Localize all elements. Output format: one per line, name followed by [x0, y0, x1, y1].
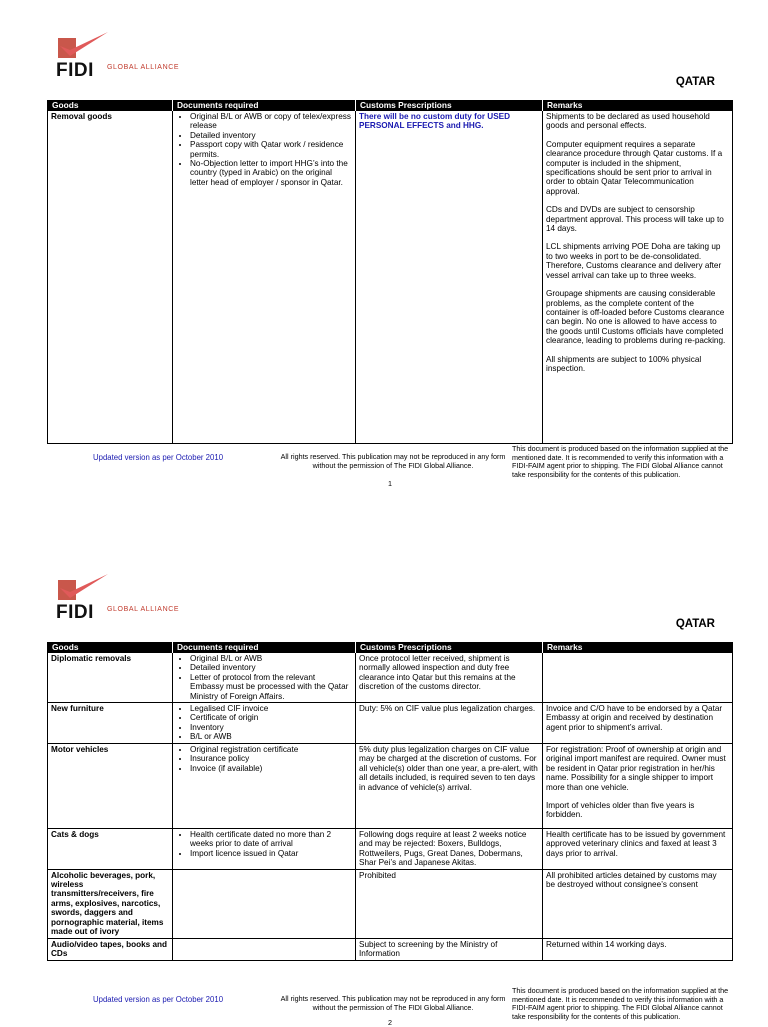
customs-cell: There will be no custom duty for USED PERSONAL EFFECTS and HHG.: [356, 111, 543, 444]
list-item: • No-Objection letter to import HHG’s into the country (typed in Arabic) on the original letter head of employer / sponsor in Qatar.: [190, 159, 351, 187]
column-header-customs: Customs Prescriptions: [356, 642, 543, 653]
document-page-2: [0, 540, 768, 1027]
column-header-documents: Documents required: [173, 100, 356, 111]
customs-cell: Once protocol letter received, shipment is normally allowed inspection and duty free clearance into Qatar but this remains at the discretion of the customs director.: [356, 653, 543, 703]
column-header-customs: Customs Prescriptions: [356, 100, 543, 111]
footer-rights: All rights reserved. This publication may not be reproduced in any form without the permission of The FIDI Global Alliance.: [280, 994, 506, 1012]
table-row: [48, 938, 733, 960]
goods-cell: New furniture: [48, 703, 173, 744]
page-number: 2: [388, 1018, 392, 1027]
documents-cell: [173, 829, 356, 870]
logo-brand: FIDI: [56, 60, 94, 81]
remarks-cell: Returned within 14 working days.: [543, 938, 733, 960]
footer-updated: Updated version as per October 2010: [93, 453, 224, 462]
list-item: • Passport copy with Qatar work / residence permits.: [190, 140, 351, 159]
column-header-remarks: Remarks: [543, 100, 733, 111]
customs-cell: Subject to screening by the Ministry of Information: [356, 938, 543, 960]
customs-cell: Duty: 5% on CIF value plus legalization charges.: [356, 703, 543, 744]
column-header-documents: Documents required: [173, 642, 356, 653]
documents-list: [176, 745, 351, 773]
list-item: • Original B/L or AWB or copy of telex/express release: [190, 112, 351, 131]
remarks-cell: Invoice and C/O have to be endorsed by a Qatar Embassy at origin and received by destination agent prior to shipment’s arrival.: [543, 703, 733, 744]
list-item: • Legalised CIF invoice: [190, 704, 351, 713]
logo-tagline: GLOBAL ALLIANCE: [107, 606, 180, 613]
customs-table-page-2: [47, 642, 733, 961]
page-number: 1: [388, 479, 392, 488]
table-row: [48, 653, 733, 703]
goods-cell: Motor vehicles: [48, 744, 173, 829]
table-header-row: [48, 642, 733, 653]
remark-paragraph: For registration: Proof of ownership at origin and original import manifest are required. Owner must be resident in Qatar prior registration in her/his name. Possibility for a single shipper to import more than one vehicle.: [546, 745, 726, 792]
goods-cell: Cats & dogs: [48, 829, 173, 870]
list-item: • Original registration certificate: [190, 745, 351, 754]
remarks-cell: [543, 744, 733, 829]
remark-paragraph: Computer equipment requires a separate clearance procedure through Qatar customs. If a computer is included in the shipment, specifications should be sent prior to arrival in order to obtain Qatar Telecommunication approval.: [546, 139, 723, 196]
logo-tagline: GLOBAL ALLIANCE: [107, 64, 180, 71]
list-item: • Insurance policy: [190, 754, 351, 763]
goods-cell: Removal goods: [48, 111, 173, 444]
goods-cell: Audio/video tapes, books and CDs: [48, 938, 173, 960]
documents-list: [176, 654, 351, 701]
list-item: • Original B/L or AWB: [190, 654, 351, 663]
list-item: • Inventory: [190, 723, 351, 732]
list-item: • Import licence issued in Qatar: [190, 849, 351, 858]
remark-paragraph: Groupage shipments are causing considerable problems, as the complete content of the container is off-loaded before Customs clearance can begin. No one is allowed to have access to the goods until Customs officials have completed clearance, leading to problems during re-packing.: [546, 289, 726, 346]
list-item: • Detailed inventory: [190, 663, 351, 672]
documents-cell: [173, 744, 356, 829]
country-title: QATAR: [675, 76, 715, 88]
fidi-logo: [52, 30, 180, 81]
documents-cell: [173, 938, 356, 960]
table-row: [48, 869, 733, 938]
documents-list: [176, 830, 351, 858]
column-header-remarks: Remarks: [543, 642, 733, 653]
documents-cell: [173, 869, 356, 938]
list-item: • B/L or AWB: [190, 732, 351, 741]
fidi-logo: [52, 572, 180, 623]
remarks-cell: Health certificate has to be issued by government approved veterinary clinics and faxed at least 3 days prior to arrival.: [543, 829, 733, 870]
customs-table-page-1: [47, 100, 733, 444]
customs-cell: 5% duty plus legalization charges on CIF value may be charged at the discretion of customs. For all vehicle(s) older than one year, a pre-alert, with all details included, is required seven to ten days in advance of vehicle(s) arrival.: [356, 744, 543, 829]
table-header-row: [48, 100, 733, 111]
remark-paragraph: All shipments are subject to 100% physical inspection.: [546, 354, 702, 373]
table-row: [48, 829, 733, 870]
footer-disclaimer: This document is produced based on the information supplied at the mentioned date. It is recommended to verify this information with a FIDI-FAIM agent prior to shipping. The FIDI Global Alliance cannot take responsibility for the contents of this publication.: [512, 986, 729, 1021]
remarks-cell: [543, 111, 733, 444]
customs-cell: Prohibited: [356, 869, 543, 938]
table-row: [48, 703, 733, 744]
table-row: [48, 744, 733, 829]
remark-paragraph: LCL shipments arriving POE Doha are taking up to two weeks in port to be de-consolidated. Therefore, Customs clearance and delivery after vessel arrival can take up to three weeks.: [546, 242, 722, 280]
goods-cell: Alcoholic beverages, pork, wireless transmitters/receivers, fire arms, explosives, narcotics, swords, daggers and pornographic material, items made out of ivory: [48, 869, 173, 938]
remark-paragraph: CDs and DVDs are subject to censorship department approval. This process will take up to 14 days.: [546, 205, 724, 234]
remark-paragraph: Shipments to be declared as used household goods and personal effects.: [546, 112, 710, 131]
remarks-cell: [543, 653, 733, 703]
checkmark-logo-icon: [52, 572, 112, 606]
remark-paragraph: Import of vehicles older than five years is forbidden.: [546, 801, 695, 820]
documents-cell: [173, 703, 356, 744]
documents-list: [176, 704, 351, 742]
documents-cell: [173, 653, 356, 703]
footer-updated: Updated version as per October 2010: [93, 995, 224, 1004]
table-row: [48, 111, 733, 444]
column-header-goods: Goods: [48, 100, 173, 111]
goods-cell: Diplomatic removals: [48, 653, 173, 703]
list-item: • Health certificate dated no more than 2 weeks prior to date of arrival: [190, 830, 351, 849]
remarks-cell: All prohibited articles detained by customs may be destroyed without consignee’s consent: [543, 869, 733, 938]
column-header-goods: Goods: [48, 642, 173, 653]
list-item: • Certificate of origin: [190, 713, 351, 722]
footer-disclaimer: This document is produced based on the information supplied at the mentioned date. It is recommended to verify this information with a FIDI-FAIM agent prior to shipping. The FIDI Global Alliance cannot take responsibility for the contents of this publication.: [512, 444, 729, 479]
list-item: • Letter of protocol from the relevant Embassy must be processed with the Qatar Ministry of Foreign Affairs.: [190, 673, 351, 701]
footer-rights: All rights reserved. This publication may not be reproduced in any form without the permission of The FIDI Global Alliance.: [280, 452, 506, 470]
list-item: • Invoice (if available): [190, 764, 351, 773]
documents-cell: [173, 111, 356, 444]
logo-brand: FIDI: [56, 602, 94, 623]
country-title: QATAR: [675, 618, 715, 630]
customs-cell: Following dogs require at least 2 weeks notice and may be rejected: Boxers, Bulldogs, Rottweilers, Pugs, Great Danes, Dobermans, Shar Pei’s and Japanese Akitas.: [356, 829, 543, 870]
list-item: • Detailed inventory: [190, 131, 351, 140]
checkmark-logo-icon: [52, 30, 112, 64]
documents-list: [176, 112, 351, 187]
